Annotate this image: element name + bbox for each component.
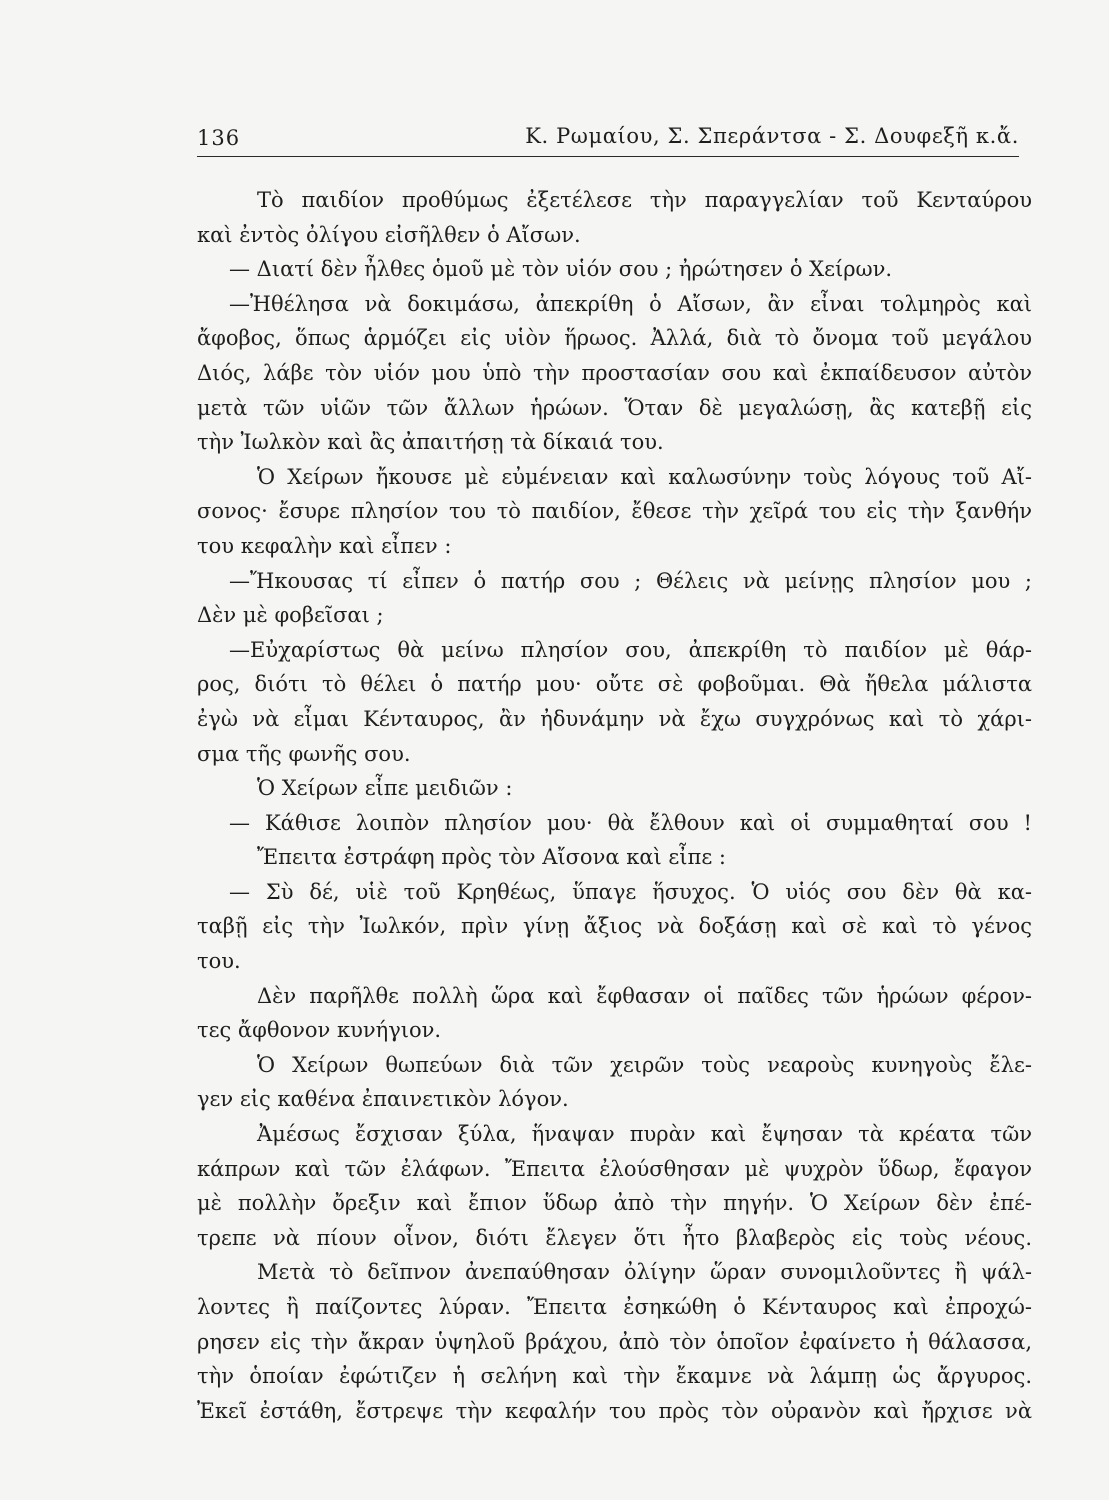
text-line: σμα τῆς φωνῆς σου.: [197, 741, 411, 766]
text-line: του κεφαλὴν καὶ εἶπεν :: [197, 533, 452, 558]
text-line: Ἀμέσως ἔσχισαν ξύλα, ἥναψαν πυρὰν καὶ ἔψησαν τὰ κρέατα τῶν: [257, 1122, 1032, 1147]
text-line: — Διατί δὲν ἦλθες ὁμοῦ μὲ τὸν υἱόν σου ; ἠρώτησεν ὁ Χείρων.: [229, 257, 893, 282]
text-line: του.: [197, 949, 241, 974]
text-line: Τὸ παιδίον προθύμως ἐξετέλεσε τὴν παραγγελίαν τοῦ Κενταύρου: [257, 188, 1032, 212]
text-line: — Κάθισε λοιπὸν πλησίον μου· θὰ ἔλθουν καὶ οἱ συμμαθηταί σου !: [229, 810, 1032, 835]
text-line: μὲ πολλὴν ὄρεξιν καὶ ἔπιον ὕδωρ ἀπὸ τὴν πηγήν. Ὁ Χείρων δὲν ἐπέ-: [197, 1191, 1032, 1216]
text-line: λοντες ἢ παίζοντες λύραν. Ἔπειτα ἐσηκώθη ὁ Κένταυρος καὶ ἐπροχώ-: [197, 1295, 1032, 1319]
text-line: Ὁ Χείρων εἶπε μειδιῶν :: [257, 776, 513, 801]
text-line: Διός, λάβε τὸν υἱόν μου ὑπὸ τὴν προστασίαν σου καὶ ἐκπαίδευσον αὐτὸν: [197, 360, 1032, 385]
page-number: 136: [197, 126, 241, 150]
text-line: Ἐκεῖ ἐστάθη, ἔστρεψε τὴν κεφαλήν του πρὸς τὸν οὐρανὸν καὶ ἤρχισε νὰ: [197, 1398, 1032, 1423]
running-head: Κ. Ρωμαίου, Σ. Σπεράντσα - Σ. Δουφεξῆ κ.ἄ.: [525, 124, 1019, 148]
text-line: γεν εἰς καθένα ἐπαινετικὸν λόγον.: [197, 1087, 569, 1112]
page-header: [197, 122, 1019, 156]
text-line: καὶ ἐντὸς ὀλίγου εἰσῆλθεν ὁ Αἴσων.: [197, 222, 581, 247]
text-line: Μετὰ τὸ δεῖπνον ἀνεπαύθησαν ὀλίγην ὥραν συνομιλοῦντες ἢ ψάλ-: [257, 1260, 1032, 1285]
text-line: Ἔπειτα ἐστράφη πρὸς τὸν Αἴσονα καὶ εἶπε :: [257, 845, 726, 870]
text-line: τὴν Ἰωλκὸν καὶ ἂς ἀπαιτήσῃ τὰ δίκαιά του.: [197, 430, 664, 455]
text-line: Δὲν παρῆλθε πολλὴ ὥρα καὶ ἔφθασαν οἱ παῖδες τῶν ἡρώων φέρον-: [257, 983, 1032, 1008]
text-line: τρεπε νὰ πίουν οἶνον, διότι ἔλεγεν ὅτι ἦτο βλαβερὸς εἰς τοὺς νέους.: [197, 1225, 1032, 1250]
text-line: τὴν ὁποίαν ἐφώτιζεν ἡ σελήνη καὶ τὴν ἔκαμνε νὰ λάμπῃ ὡς ἄργυρος.: [197, 1364, 1032, 1389]
text-line: τες ἄφθονον κυνήγιον.: [197, 1018, 442, 1043]
text-line: ταβῇ εἰς τὴν Ἰωλκόν, πρὶν γίνῃ ἄξιος νὰ δοξάσῃ καὶ σὲ καὶ τὸ γένος: [197, 914, 1032, 939]
text-line: Ὁ Χείρων θωπεύων διὰ τῶν χειρῶν τοὺς νεαροὺς κυνηγοὺς ἔλε-: [257, 1052, 1032, 1077]
text-line: κάπρων καὶ τῶν ἐλάφων. Ἔπειτα ἐλούσθησαν μὲ ψυχρὸν ὕδωρ, ἔφαγον: [197, 1156, 1032, 1181]
body-text: [197, 183, 1032, 1428]
text-line: —Ἤκουσας τί εἶπεν ὁ πατήρ σου ; Θέλεις νὰ μείνῃς πλησίον μου ;: [229, 568, 1032, 593]
header-rule: [197, 156, 1019, 157]
text-line: μετὰ τῶν υἱῶν τῶν ἄλλων ἡρώων. Ὅταν δὲ μεγαλώσῃ, ἂς κατεβῇ εἰς: [197, 395, 1032, 420]
text-line: σονος· ἔσυρε πλησίον του τὸ παιδίον, ἔθεσε τὴν χεῖρά του εἰς τὴν ξανθήν: [197, 499, 1032, 524]
text-line: ρησεν εἰς τὴν ἄκραν ὑψηλοῦ βράχου, ἀπὸ τὸν ὁποῖον ἐφαίνετο ἡ θάλασσα,: [197, 1329, 1032, 1354]
text-line: Δὲν μὲ φοβεῖσαι ;: [197, 603, 384, 628]
text-line: ρος, διότι τὸ θέλει ὁ πατήρ μου· οὔτε σὲ φοβοῦμαι. Θὰ ἤθελα μάλιστα: [197, 672, 1032, 697]
text-line: — Σὺ δέ, υἱὲ τοῦ Κρηθέως, ὕπαγε ἥσυχος. Ὁ υἱός σου δὲν θὰ κα-: [229, 879, 1032, 904]
text-line: Ὁ Χείρων ἤκουσε μὲ εὐμένειαν καὶ καλωσύνην τοὺς λόγους τοῦ Αἴ-: [257, 464, 1032, 489]
text-line: ἄφοβος, ὅπως ἁρμόζει εἰς υἱὸν ἥρωος. Ἀλλά, διὰ τὸ ὄνομα τοῦ μεγάλου: [197, 326, 1032, 351]
text-line: —Ἠθέλησα νὰ δοκιμάσω, ἀπεκρίθη ὁ Αἴσων, ἂν εἶναι τολμηρὸς καὶ: [229, 291, 1032, 316]
text-line: —Εὐχαρίστως θὰ μείνω πλησίον σου, ἀπεκρίθη τὸ παιδίον μὲ θάρ-: [229, 637, 1032, 662]
text-line: ἐγὼ νὰ εἶμαι Κένταυρος, ἂν ἠδυνάμην νὰ ἔχω συγχρόνως καὶ τὸ χάρι-: [197, 706, 1032, 731]
